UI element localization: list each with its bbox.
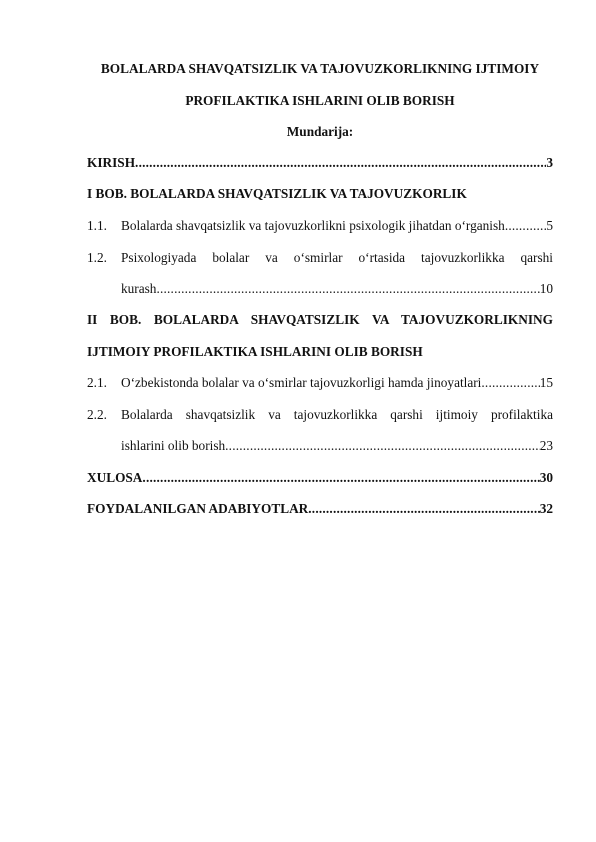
toc-entry-intro[interactable] <box>87 155 553 171</box>
toc-label: KIRISH <box>87 155 136 170</box>
toc-leader <box>225 438 540 454</box>
toc-page-number: 32 <box>539 501 553 516</box>
toc-label: kurash <box>121 281 157 296</box>
toc-leader <box>308 501 539 517</box>
toc-leader <box>481 375 539 391</box>
toc-entry-2-1[interactable] <box>121 375 553 391</box>
contents-heading: Mundarija: <box>286 124 354 139</box>
toc-chapter-2-line1[interactable]: II BOB. BOLALARDA SHAVQATSIZLIK VA TAJOVUZKORLIKNING <box>87 312 553 327</box>
toc-page-number: 30 <box>539 470 553 485</box>
toc-leader <box>142 470 539 486</box>
toc-label: FOYDALANILGAN ADABIYOTLAR <box>87 501 309 516</box>
toc-section-number: 2.1. <box>87 375 107 390</box>
toc-entry-2-2-line1[interactable]: Bolalarda shavqatsizlik va tajovuzkorlikka qarshi ijtimoiy profilaktika <box>121 407 553 422</box>
toc-entry-1-1[interactable] <box>121 218 553 234</box>
toc-page-number: 10 <box>539 281 553 296</box>
toc-label: XULOSA <box>87 470 143 485</box>
toc-leader <box>505 218 547 234</box>
title-line-1: BOLALARDA SHAVQATSIZLIK VA TAJOVUZKORLIKNING IJTIMOIY <box>100 61 540 76</box>
toc-page-number: 23 <box>539 438 553 453</box>
toc-leader <box>135 155 546 171</box>
toc-entry-1-2-line1[interactable]: Psixologiyada bolalar va o‘smirlar o‘rtasida tajovuzkorlikka qarshi <box>121 250 553 265</box>
toc-chapter-2-line2[interactable]: IJTIMOIY PROFILAKTIKA ISHLARINI OLIB BORISH <box>87 344 423 359</box>
toc-entry-1-2-line2[interactable] <box>121 281 553 297</box>
toc-section-number: 1.2. <box>87 250 107 265</box>
toc-chapter-1[interactable]: I BOB. BOLALARDA SHAVQATSIZLIK VA TAJOVUZKORLIK <box>87 186 467 201</box>
toc-entry-2-2-line2[interactable] <box>121 438 553 454</box>
toc-section-number: 2.2. <box>87 407 107 422</box>
toc-entry-conclusion[interactable] <box>87 470 553 486</box>
toc-page-number: 15 <box>539 375 553 390</box>
toc-leader <box>156 281 539 297</box>
toc-entry-references[interactable] <box>87 501 553 517</box>
title-line-2: PROFILAKTIKA ISHLARINI OLIB BORISH <box>185 93 455 108</box>
toc-label: O‘zbekistonda bolalar va o‘smirlar tajovuzkorligi hamda jinoyatlari <box>121 375 482 390</box>
toc-page-number: 3 <box>546 155 553 170</box>
toc-section-number: 1.1. <box>87 218 107 233</box>
toc-label: Bolalarda shavqatsizlik va tajovuzkorlikni psixologik jihatdan o‘rganish <box>121 218 505 233</box>
toc-page-number: 5 <box>546 218 553 233</box>
toc-label: ishlarini olib borish <box>121 438 226 453</box>
